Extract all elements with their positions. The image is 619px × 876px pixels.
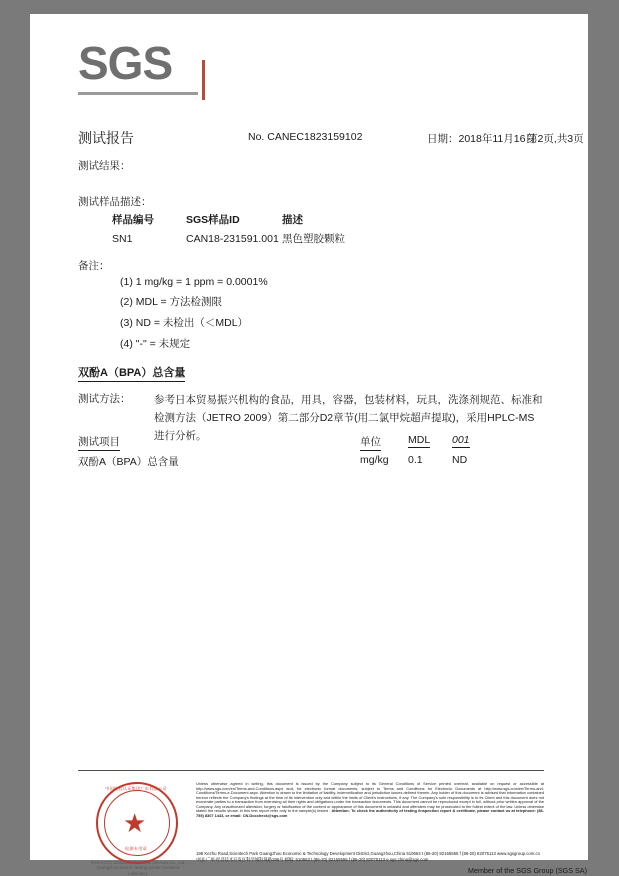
sample-description-heading: 测试样品描述： <box>78 196 152 208</box>
stamp-arc-bottom-text: 检测专用章 <box>125 846 147 851</box>
results-label: 测试结果： <box>78 160 131 172</box>
col-header-mdl: MDL <box>408 434 431 446</box>
col-header-test-item: 测试项目 <box>78 434 120 451</box>
member-of-sgs-group: Member of the SGS Group (SGS SA) <box>467 866 587 875</box>
stamp-caption-line-1: SGS-CSTC Standards Technical Services Co., Ltd. <box>90 860 186 865</box>
list-item: (4) "-" = 未规定 <box>120 338 191 350</box>
star-icon: ★ <box>123 808 147 838</box>
col-header-sample-001: 001 <box>452 434 470 446</box>
address-english: 198 Kezhu Road,Scientech Park Guangzhou Economic & Technology Development District,Guangzhou,China 510663 t (86-20) 82155555 f (86-20) 82075113 www.sgsgroup.com.cn <box>196 851 541 856</box>
cell-result: ND <box>452 454 468 466</box>
cell-test-item: 双酚A（BPA）总含量 <box>78 456 179 468</box>
col-header-sample-no: 样品编号 <box>112 214 154 226</box>
legal-attention: Attention: To check the authenticity of testing /inspection report & certificate, please contact us at telephone: (86-755) 8307 1443, or email: CN.Doccheck@sgs.com <box>196 808 544 818</box>
test-method-label: 测试方法： <box>78 393 131 405</box>
sgs-logo-text: SGS <box>78 37 173 89</box>
page-number: 第2页,共3页 <box>527 133 584 145</box>
col-header-description: 描述 <box>282 214 303 226</box>
report-date: 日期：2018年11月16日 <box>427 133 536 145</box>
test-method-text: 参考日本贸易振兴机构的食品，用具，容器，包装材料，玩具，洗涤剂规范、标准和检测方法（JETRO 2009）第二部分D2章节(用二氯甲烷超声提取)，采用HPLC-MS进行分析。 <box>154 394 543 442</box>
cell-mdl: 0.1 <box>408 454 423 466</box>
list-item: (1) 1 mg/kg = 1 ppm = 0.0001% <box>120 276 268 288</box>
cell-unit: mg/kg <box>360 454 389 466</box>
report-number: No. CANEC1823159102 <box>248 131 363 143</box>
page-title: 测试报告 <box>78 130 134 146</box>
stamp-caption-line-2: Guangzhou Branch Testing Center Chemical Laboratory <box>96 865 180 876</box>
list-item: (3) ND = 未检出（＜MDL） <box>120 317 249 329</box>
address-chinese: 中国·广州·经济技术开发区科学城科珠路198号 邮编: 510663 t (86-20) 82155555 f (86-20) 82075113 e sgs.china@sgs.com <box>196 857 429 862</box>
cell-description: 黑色塑胶颗粒 <box>282 233 345 245</box>
bpa-section-heading: 双酚A（BPA）总含量 <box>78 364 185 382</box>
col-header-sgs-id: SGS样品ID <box>186 214 240 226</box>
col-header-unit: 单位 <box>360 434 381 451</box>
cell-sample-no: SN1 <box>112 232 133 245</box>
stamp-arc-top-text: 中国检验认证集团广东有限公司 <box>105 786 167 791</box>
legal-paragraph: Unless otherwise agreed in writing, this document is issued by the Company subject to its General Conditions of Service printed overleaf, available on request or accessible at http://www.sgs.com/en/Terms-and-Conditions.aspx and, for electronic format documents, subject to Terms and Conditions for Electronic Documents at http://www.sgs.com/en/Terms-and-Conditions/Terms-e-Document.aspx. Attention is drawn to the limitation of liability, indemnification and jurisdiction issues defined therein. Any holder of this document is advised that information contained hereon reflects the Company's findings at the time of its intervention only and within the limits of Client's instructions, if any. The Company's sole responsibility is to its Client and this document does not exonerate parties to a transaction from exercising all their rights and obligations under the transaction documents. This document cannot be reproduced except in full, without prior written approval of the Company. Any unauthorized alteration, forgery or falsification of the content or appearance of this document is unlawful and offenders may be prosecuted to the fullest extent of the law. Unless otherwise stated the results shown in this test report refer only to the sample(s) tested . <box>196 781 544 813</box>
remarks-label: 备注： <box>78 260 110 272</box>
list-item: (2) MDL = 方法检测限 <box>120 296 222 308</box>
cell-sgs-id: CAN18-231591.001 <box>186 232 279 245</box>
